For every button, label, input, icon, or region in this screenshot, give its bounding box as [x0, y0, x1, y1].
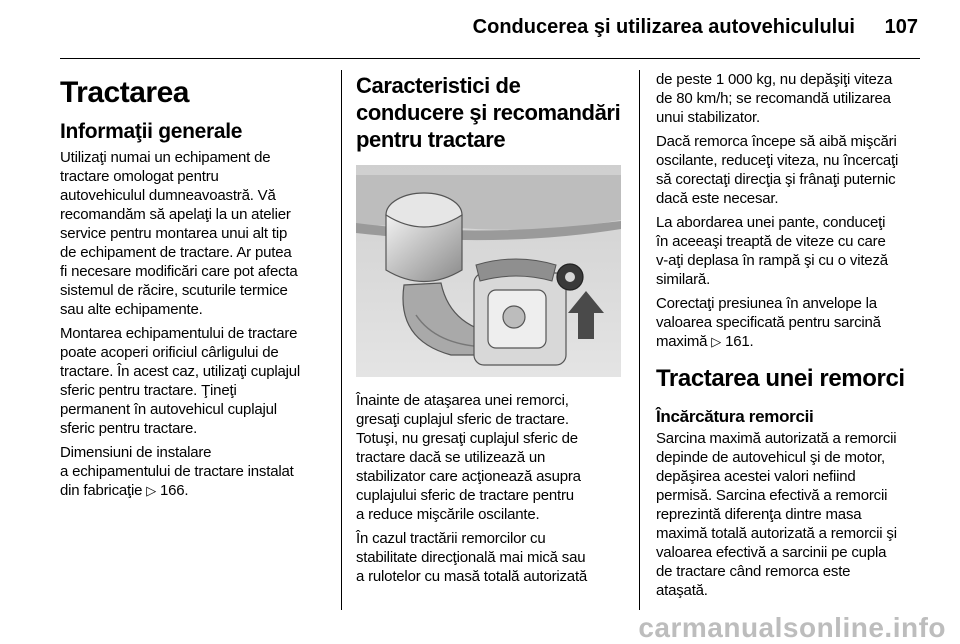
paragraph: Sarcina maximă autorizată a remorcii depinde de autovehicul şi de motor, depăşirea acestei valori nefiind permisă. Sarcina efectivă a remorcii reprezintă diferenţa dintre masa maximă totală autorizată a remorcii şi valoarea efectivă a sarcinii pe cupla de tractare când remorca este ataşată. [656, 430, 897, 599]
page-reference-arrow-icon: ▷ [146, 483, 157, 498]
section-title-caracteristici: Caracteristici de conducere şi recomandări pentru tractare [356, 73, 621, 152]
subsection-title-incarcatura: Încărcătura remorcii [656, 407, 814, 426]
paragraph: În cazul tractării remorcilor cu stabilitate direcţională mai mică sau a rulotelor cu masă totală autorizată [356, 530, 588, 585]
page-reference-link[interactable]: 161. [725, 333, 754, 350]
paragraph-with-reference [656, 294, 924, 351]
column-divider-1 [341, 70, 342, 610]
column-divider-2 [639, 70, 640, 610]
header-divider [60, 58, 920, 59]
column-2 [356, 70, 621, 591]
section-title-tractarea-remorci: Tractarea unei remorci [656, 365, 905, 392]
column-1 [60, 70, 332, 505]
paragraph: La abordarea unei pante, conduceţi în aceeaşi treaptă de viteze cu care v-aţi deplasa în rampă şi cu o viteză similară. [656, 214, 888, 288]
paragraph: Dacă remorca începe să aibă mişcări oscilante, reduceţi viteza, nu încercaţi să corectaţi direcţia şi frânaţi puternic dacă este necesar. [656, 133, 899, 207]
paragraph: Utilizaţi numai un echipament de tractare omologat pentru autovehiculul dumneavoastră. Vă recomandăm să apelaţi la un atelier service pentru montarea unui alt tip de echipament de tractare. Ar putea fi necesare modificări care pot afecta sistemul de răcire, scuturile termice sau alte echipamente. [60, 149, 298, 318]
page-reference-link[interactable]: 166. [160, 482, 189, 499]
paragraph: de peste 1 000 kg, nu depăşiţi viteza de 80 km/h; se recomandă utilizarea unui stabilizator. [656, 71, 893, 126]
paragraph-with-reference [60, 443, 332, 500]
watermark: carmanualsonline.info [638, 612, 946, 643]
paragraph: Înainte de ataşarea unei remorci, gresaţi cuplajul sferic de tractare. Totuşi, nu gresaţi cuplajul sferic de tractare dacă se utilizează un stabilizator care acţionează asupra cuplajului sferic de tractare pentru a reduce mişcările oscilante. [356, 392, 581, 523]
paragraph: Montarea echipamentului de tractare poate acoperi orificiul cârligului de tractare. În acest caz, utilizaţi cuplajul sferic pentru tractare. Ţineţi permanent în autovehicul cuplajul sferic pentru tractare. [60, 325, 301, 437]
column-3 [656, 70, 924, 605]
page-number: 107 [884, 16, 918, 38]
towing-ball-coupling-illustration [356, 165, 621, 377]
section-title-tractarea: Tractarea [60, 76, 189, 109]
paragraph-text: Corectaţi presiunea în anvelope la valoarea specificată pentru sarcină maximă [656, 295, 881, 350]
subsection-title-informatii: Informaţii generale [60, 120, 243, 143]
header-title: Conducerea şi utilizarea autovehiculului [472, 16, 855, 38]
page-reference-arrow-icon: ▷ [711, 334, 722, 349]
paragraph-text: Dimensiuni de instalare a echipamentului de tractare instalat din fabricaţie [60, 444, 294, 499]
